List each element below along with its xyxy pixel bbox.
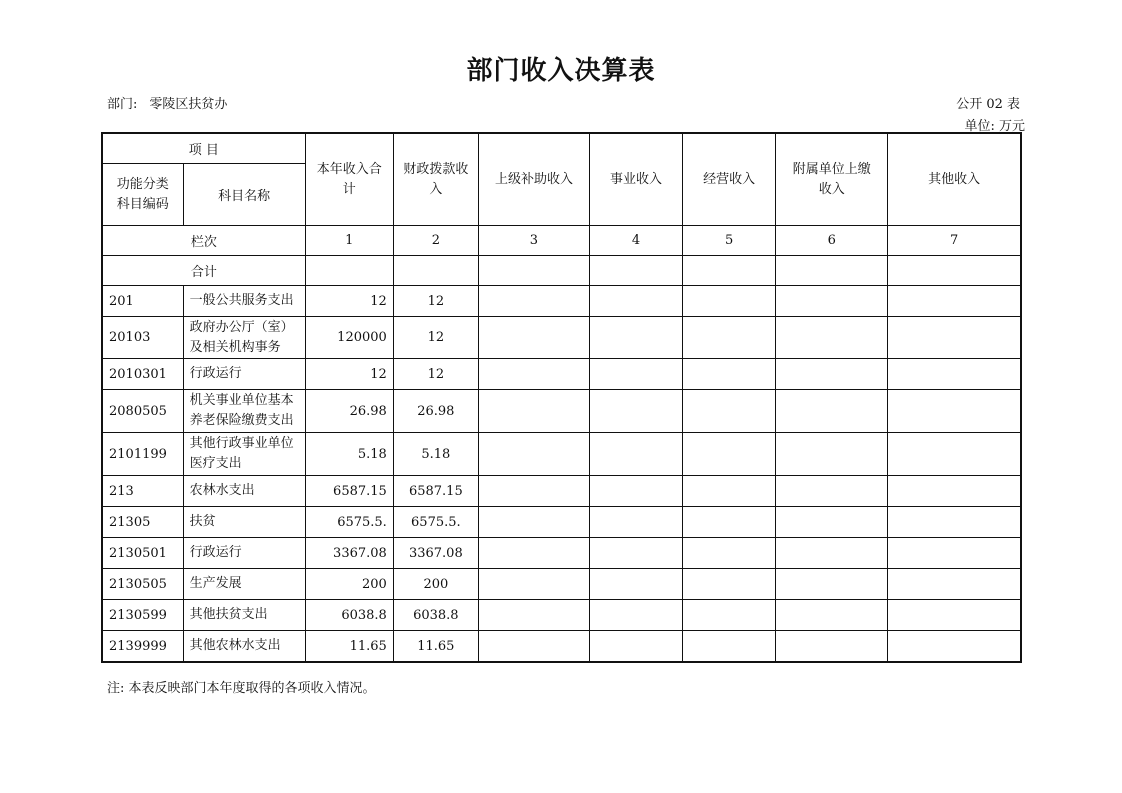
subject-name-cell: 一般公共服务支出: [183, 286, 305, 317]
empty-cell: [683, 286, 776, 317]
subject-name-cell: 机关事业单位基本 养老保险缴费支出: [183, 390, 305, 433]
empty-cell: [683, 390, 776, 433]
empty-cell: [590, 359, 683, 390]
income-table: [101, 132, 1022, 663]
header-col-7: 其他收入: [888, 133, 1021, 226]
empty-cell: [478, 507, 589, 538]
total-income-cell: 12: [305, 359, 393, 390]
total-cell: [478, 256, 589, 286]
header-col-1: 本年收入合 计: [305, 133, 393, 226]
fiscal-appropriation-cell: 12: [393, 359, 478, 390]
empty-cell: [590, 569, 683, 600]
total-income-cell: 3367.08: [305, 538, 393, 569]
subject-code-cell: 20103: [102, 317, 183, 359]
table-row: [102, 433, 1021, 476]
empty-cell: [888, 433, 1021, 476]
col-index-3: 3: [478, 226, 589, 256]
department-label: 部门:: [107, 97, 138, 112]
empty-cell: [478, 569, 589, 600]
total-cell: [590, 256, 683, 286]
total-label: 合计: [102, 256, 305, 286]
col-index-5: 5: [683, 226, 776, 256]
footnote: 注: 本表反映部门本年度取得的各项收入情况。: [107, 681, 376, 696]
fiscal-appropriation-cell: 6038.8: [393, 600, 478, 631]
table-row: [102, 286, 1021, 317]
empty-cell: [888, 286, 1021, 317]
empty-cell: [888, 476, 1021, 507]
header-col-3: 上级补助收入: [478, 133, 589, 226]
fiscal-appropriation-cell: 26.98: [393, 390, 478, 433]
fiscal-appropriation-cell: 12: [393, 317, 478, 359]
empty-cell: [888, 631, 1021, 663]
department-value: 零陵区扶贫办: [149, 97, 228, 112]
empty-cell: [590, 600, 683, 631]
empty-cell: [478, 631, 589, 663]
subject-name-cell: 行政运行: [183, 538, 305, 569]
empty-cell: [776, 286, 888, 317]
empty-cell: [478, 433, 589, 476]
subject-code-cell: 21305: [102, 507, 183, 538]
subject-code-cell: 2010301: [102, 359, 183, 390]
subject-name-cell: 政府办公厅（室） 及相关机构事务: [183, 317, 305, 359]
subject-name-cell: 其他农林水支出: [183, 631, 305, 663]
empty-cell: [478, 286, 589, 317]
empty-cell: [683, 569, 776, 600]
empty-cell: [888, 507, 1021, 538]
empty-cell: [776, 538, 888, 569]
empty-cell: [478, 390, 589, 433]
col-index-row: [102, 226, 1021, 256]
fiscal-appropriation-cell: 12: [393, 286, 478, 317]
empty-cell: [776, 631, 888, 663]
total-income-cell: 6575.5.: [305, 507, 393, 538]
empty-cell: [590, 476, 683, 507]
unit-label: 单位: 万元: [964, 119, 1025, 134]
header-col-4: 事业收入: [590, 133, 683, 226]
subject-code-cell: 2139999: [102, 631, 183, 663]
page-title: 部门收入决算表: [466, 56, 656, 86]
total-income-cell: 11.65: [305, 631, 393, 663]
subject-name-cell: 行政运行: [183, 359, 305, 390]
empty-cell: [683, 631, 776, 663]
col-index-2: 2: [393, 226, 478, 256]
col-index-7: 7: [888, 226, 1021, 256]
empty-cell: [776, 433, 888, 476]
col-index-4: 4: [590, 226, 683, 256]
empty-cell: [776, 359, 888, 390]
empty-cell: [776, 390, 888, 433]
empty-cell: [888, 600, 1021, 631]
empty-cell: [590, 433, 683, 476]
table-row: [102, 600, 1021, 631]
total-income-cell: 6038.8: [305, 600, 393, 631]
total-row: [102, 256, 1021, 286]
total-cell: [305, 256, 393, 286]
empty-cell: [683, 433, 776, 476]
total-cell: [776, 256, 888, 286]
empty-cell: [590, 390, 683, 433]
total-income-cell: 12: [305, 286, 393, 317]
table-row: [102, 569, 1021, 600]
empty-cell: [478, 600, 589, 631]
empty-cell: [888, 538, 1021, 569]
header-project: 项 目: [102, 133, 305, 164]
empty-cell: [683, 476, 776, 507]
empty-cell: [590, 507, 683, 538]
empty-cell: [776, 600, 888, 631]
table-row: [102, 390, 1021, 433]
col-index-6: 6: [776, 226, 888, 256]
total-income-cell: 120000: [305, 317, 393, 359]
subject-code-cell: 2101199: [102, 433, 183, 476]
total-income-cell: 6587.15: [305, 476, 393, 507]
empty-cell: [683, 600, 776, 631]
table-row: [102, 507, 1021, 538]
table-row: [102, 538, 1021, 569]
empty-cell: [590, 538, 683, 569]
header-col-6: 附属单位上缴 收入: [776, 133, 888, 226]
total-cell: [683, 256, 776, 286]
header-name: 科目名称: [183, 164, 305, 226]
fiscal-appropriation-cell: 6587.15: [393, 476, 478, 507]
table-row: [102, 631, 1021, 663]
fiscal-appropriation-cell: 3367.08: [393, 538, 478, 569]
empty-cell: [478, 359, 589, 390]
empty-cell: [776, 476, 888, 507]
department-line: [107, 93, 227, 112]
empty-cell: [888, 569, 1021, 600]
fiscal-appropriation-cell: 11.65: [393, 631, 478, 663]
empty-cell: [776, 317, 888, 359]
subject-name-cell: 扶贫: [183, 507, 305, 538]
subject-code-cell: 213: [102, 476, 183, 507]
empty-cell: [776, 569, 888, 600]
empty-cell: [478, 538, 589, 569]
empty-cell: [683, 538, 776, 569]
fiscal-appropriation-cell: 5.18: [393, 433, 478, 476]
col-index-1: 1: [305, 226, 393, 256]
empty-cell: [590, 317, 683, 359]
subject-code-cell: 2080505: [102, 390, 183, 433]
empty-cell: [478, 476, 589, 507]
col-index-label: 栏次: [102, 226, 305, 256]
subject-name-cell: 其他扶贫支出: [183, 600, 305, 631]
table-row: [102, 359, 1021, 390]
total-income-cell: 200: [305, 569, 393, 600]
total-cell: [393, 256, 478, 286]
empty-cell: [888, 359, 1021, 390]
subject-code-cell: 201: [102, 286, 183, 317]
subject-name-cell: 生产发展: [183, 569, 305, 600]
subject-code-cell: 2130501: [102, 538, 183, 569]
header-col-2: 财政拨款收 入: [393, 133, 478, 226]
subject-name-cell: 其他行政事业单位 医疗支出: [183, 433, 305, 476]
form-number: 公开 02 表: [956, 97, 1020, 112]
empty-cell: [683, 317, 776, 359]
subject-name-cell: 农林水支出: [183, 476, 305, 507]
subject-code-cell: 2130599: [102, 600, 183, 631]
header-col-5: 经营收入: [683, 133, 776, 226]
empty-cell: [776, 507, 888, 538]
empty-cell: [888, 317, 1021, 359]
table-row: [102, 317, 1021, 359]
empty-cell: [683, 359, 776, 390]
empty-cell: [888, 390, 1021, 433]
empty-cell: [683, 507, 776, 538]
total-cell: [888, 256, 1021, 286]
table-row: [102, 476, 1021, 507]
empty-cell: [590, 631, 683, 663]
fiscal-appropriation-cell: 200: [393, 569, 478, 600]
empty-cell: [590, 286, 683, 317]
empty-cell: [478, 317, 589, 359]
subject-code-cell: 2130505: [102, 569, 183, 600]
total-income-cell: 5.18: [305, 433, 393, 476]
total-income-cell: 26.98: [305, 390, 393, 433]
header-code: 功能分类 科目编码: [102, 164, 183, 226]
fiscal-appropriation-cell: 6575.5.: [393, 507, 478, 538]
header-row-1: [102, 133, 1021, 164]
